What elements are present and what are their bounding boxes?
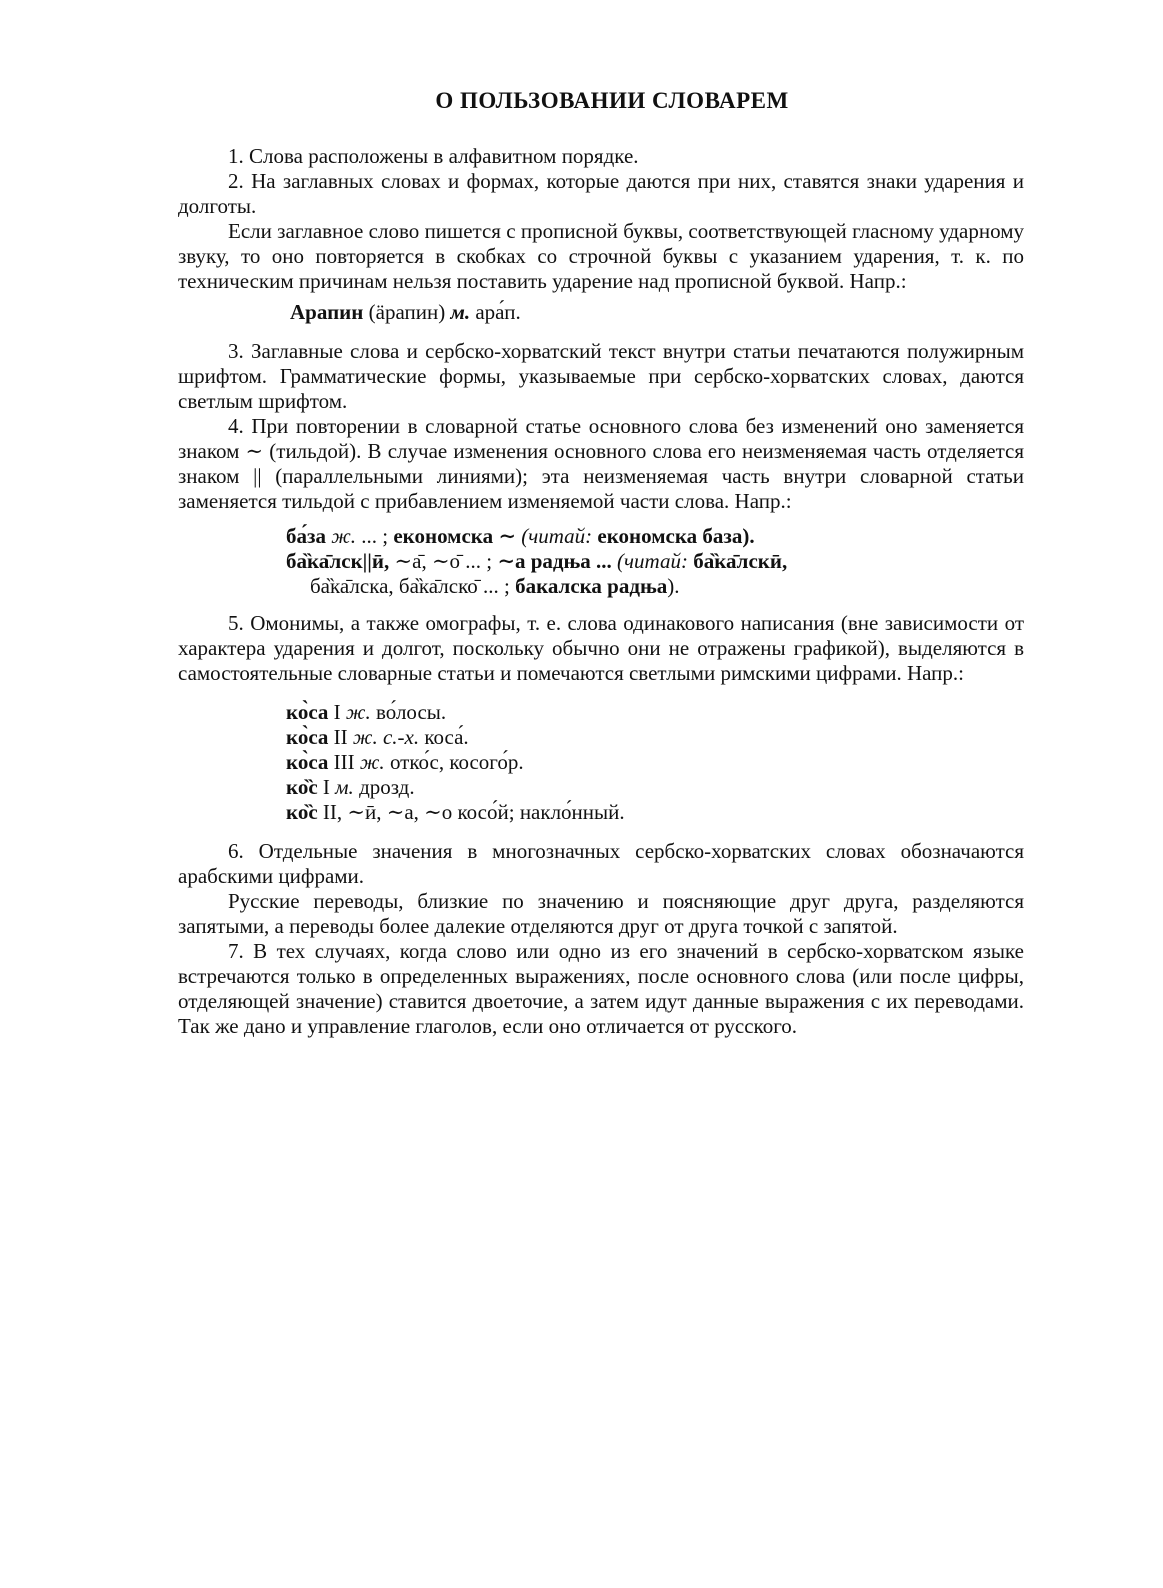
homonym-head: ко̀са <box>286 700 329 724</box>
homonym-translation: отко́с, косого́р. <box>389 750 524 774</box>
example-line-bakalski <box>286 549 1024 574</box>
example-headword: ба̏ка̄лск||ӣ, <box>286 549 390 573</box>
homonym-translation: косо́й; накло́нный. <box>457 800 625 824</box>
example-translation: ара́п. <box>475 300 521 324</box>
homonym-head: ко̏с <box>286 775 318 799</box>
homonym-head: ко̏с <box>286 800 318 824</box>
example-full-form: ба̏ка̄лскӣ, <box>693 549 788 573</box>
homonym-examples <box>286 700 1024 825</box>
paragraph-2b: Если заглавное слово пишется с прописной буквы, соответствующей гласному ударному звуку, то оно повторяется в скобках со строчной буквы с указанием ударения, т. к. по техническим причинам нельзя поставить ударение над прописной буквой. Напр.: <box>178 219 1024 293</box>
homonym-gram: ∼ӣ, ∼а, ∼о <box>347 800 453 824</box>
homonym-gram: ж. <box>359 750 385 774</box>
example-ellipsis: ... ; <box>356 524 389 548</box>
homonym-head: ко̀са <box>286 750 329 774</box>
example-gender: ж. <box>331 524 356 548</box>
page-title: О ПОЛЬЗОВАНИИ СЛОВАРЕМ <box>435 88 789 113</box>
example-phrase: економска ∼ <box>393 524 516 548</box>
homonym-line <box>286 750 1024 775</box>
homonym-line <box>286 775 1024 800</box>
homonym-gram: ж. с.-х. <box>352 725 420 749</box>
paragraph-6: 6. Отдельные значения в многозначных сербско-хорватских словах обозначаются арабскими цифрами. <box>178 839 1024 888</box>
example-arapin <box>290 300 1024 325</box>
example-forms: ба̏ка̄лска, ба̏ка̄лско̄ ... ; <box>310 574 510 598</box>
example-line-bakalska <box>286 574 1024 599</box>
homonym-line <box>286 700 1024 725</box>
homonym-gram: м. <box>335 775 354 799</box>
paragraph-1: 1. Слова расположены в алфавитном порядке. <box>228 144 639 168</box>
homonym-number: I <box>322 775 330 799</box>
homonym-translation: во́лосы. <box>375 700 447 724</box>
paragraph-3: 3. Заглавные слова и сербско-хорватский текст внутри статьи печатаются полужирным шрифтом. Грамматические формы, указываемые при сербско-хорватских словах, даются светлым шрифтом. <box>178 339 1024 413</box>
example-read-note: (читай: <box>521 524 593 548</box>
example-parenthetical: (ӓрапин) <box>368 300 446 324</box>
example-headword: ба́за <box>286 524 326 548</box>
example-gender: м. <box>450 300 471 324</box>
homonym-head: ко̀са <box>286 725 329 749</box>
example-phrase: бакалска радња <box>515 574 668 598</box>
homonym-translation: дрозд. <box>359 775 415 799</box>
homonym-number: II, <box>322 800 343 824</box>
homonym-line <box>286 725 1024 750</box>
example-forms: ∼а̄, ∼о̄ ... ; <box>394 549 493 573</box>
homonym-gram: ж. <box>345 700 371 724</box>
homonym-number: I <box>333 700 341 724</box>
homonym-translation: коса́. <box>424 725 469 749</box>
homonym-line <box>286 800 1024 825</box>
example-tilde-block <box>286 524 1024 599</box>
example-phrase: ∼а радња ... <box>497 549 612 573</box>
example-close: ). <box>667 574 680 598</box>
paragraph-7: 7. В тех случаях, когда слово или одно из его значений в сербско-хорватском языке встречаются только в определенных выражениях, после основного слова (или после цифры, отделяющей значение) ставится двоеточие, а затем идут данные выражения с их переводами. Так же дано и управление глаголов, если оно отличается от русского. <box>178 939 1024 1038</box>
homonym-number: III <box>333 750 355 774</box>
dictionary-usage-page <box>178 88 1024 1039</box>
paragraph-6b: Русские переводы, близкие по значению и поясняющие друг друга, разделяются запятыми, а переводы более далекие отделяются друг от друга точкой с запятой. <box>178 889 1024 938</box>
paragraph-5: 5. Омонимы, а также омографы, т. е. слова одинакового написания (вне зависимости от характера ударения и долгот, поскольку обычно они не отражены графикой), выделяются в самостоятельные словарные статьи и помечаются светлыми римскими цифрами. Напр.: <box>178 611 1024 685</box>
example-read-note: (читай: <box>617 549 688 573</box>
example-line-baza <box>286 524 1024 549</box>
example-full-form: економска база). <box>597 524 755 548</box>
homonym-number: II <box>333 725 348 749</box>
paragraph-4: 4. При повторении в словарной статье основного слова без изменений оно заменяется знаком ∼ (тильдой). В случае изменения основного слова его неизменяемая часть отделяется знаком || (параллельными линиями); эта неизменяемая часть внутри словарной статьи заменяется тильдой с прибавлением изменяемой части слова. Напр.: <box>178 414 1024 513</box>
paragraph-2: 2. На заглавных словах и формах, которые даются при них, ставятся знаки ударения и долготы. <box>178 169 1024 218</box>
example-headword: Арапин <box>290 300 364 324</box>
